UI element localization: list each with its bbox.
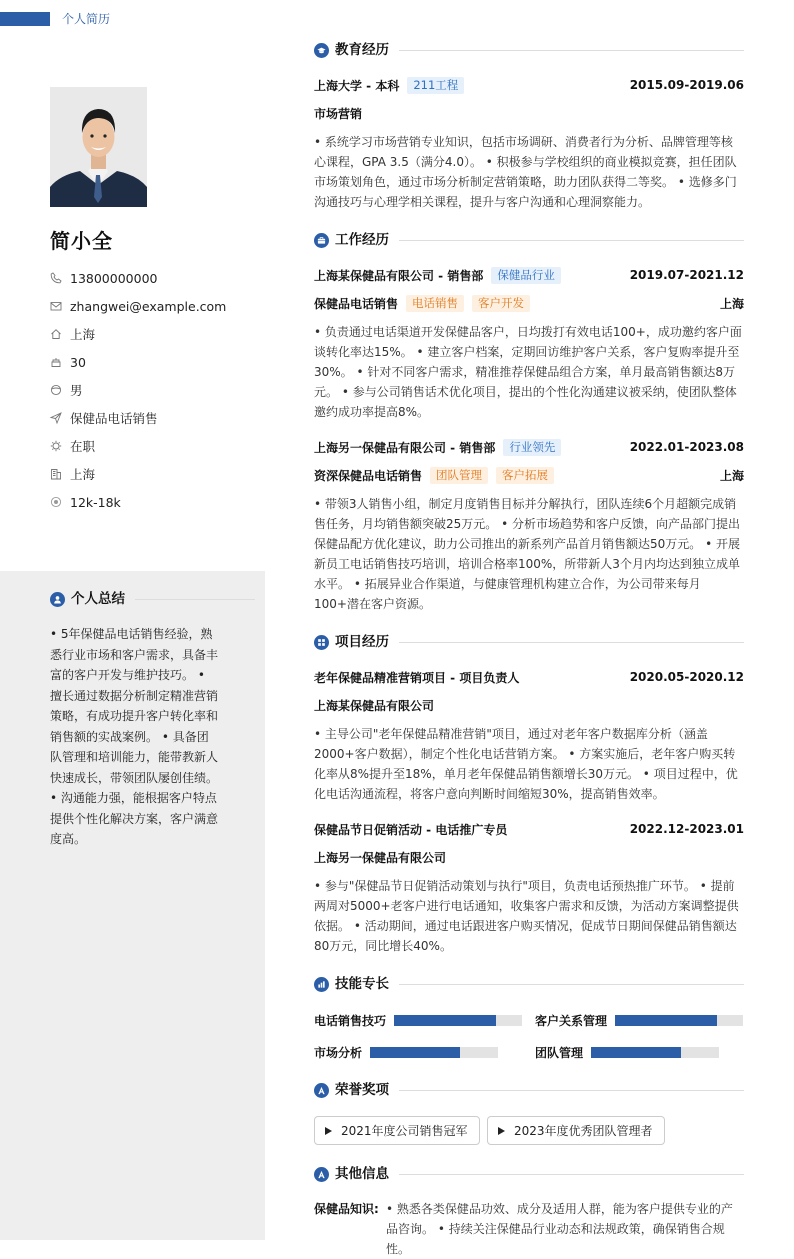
- section-divider: [399, 642, 744, 643]
- project-1-org: 上海某保健品有限公司: [314, 698, 435, 713]
- salary-text: 12k-18k: [70, 494, 121, 510]
- job-1-role-row: [314, 293, 744, 313]
- chart-icon: [314, 977, 329, 992]
- projects-title: 项目经历: [335, 634, 389, 650]
- skills-title: 技能专长: [335, 976, 389, 992]
- skill-name: 客户关系管理: [535, 1013, 608, 1028]
- job-1-role: 保健品电话销售: [314, 296, 399, 311]
- phone-text: 13800000000: [70, 270, 158, 286]
- projects-heading: [314, 632, 744, 652]
- skill-bar: [370, 1047, 498, 1058]
- skill-bar: [615, 1015, 743, 1026]
- other-title: 其他信息: [335, 1166, 389, 1182]
- gender-text: 男: [70, 383, 83, 398]
- job-2-city: 上海: [719, 468, 744, 483]
- section-divider: [399, 1090, 744, 1091]
- job-2-role: 资深保健品电话销售: [314, 468, 423, 483]
- email-text: zhangwei@example.com: [70, 298, 227, 314]
- project-2-org: 上海另一保健品有限公司: [314, 850, 447, 865]
- section-divider: [399, 1174, 744, 1175]
- age-icon: [50, 356, 62, 368]
- job-1-description: • 负责通过电话渠道开发保健品客户，日均拨打有效电话100+，成功邀约客户面谈转化率达15%。 • 建立客户档案，定期回访维护客户关系，客户复购率提升至30%。 • 针对不同客户需求，精准推荐保健品组合方案，单月最高销售额达8万元。 • 参与公司销售话术优化项目，提出的个性化沟通建议被采纳，使团队整体邀约成功率提高8%。: [314, 325, 742, 419]
- skill-bar-fill: [394, 1015, 496, 1026]
- other-text: • 熟悉各类保健品功效、成分及适用人群，能为客户提供专业的产品咨询。 • 持续关注保健品行业动态和法规政策，确保销售合规性。: [386, 1202, 733, 1256]
- job-2-industry-tag: 行业领先: [503, 439, 561, 456]
- info-salary: [50, 488, 260, 516]
- document-title: 个人简历: [62, 12, 111, 26]
- info-icon: [314, 1167, 329, 1182]
- project-1-date: 2020.05-2020.12: [629, 670, 744, 684]
- skill-bar-fill: [615, 1015, 717, 1026]
- education-description: • 系统学习市场营销专业知识，包括市场调研、消费者行为分析、品牌管理等核心课程，GPA 3.5（满分4.0）。 • 积极参与学校组织的商业模拟竞赛，担任团队市场策划角色，通过市场分析制定营销策略，助力团队获得二等奖。 • 选修多门沟通技巧与心理学相关课程，提升与客户沟通和心理洞察能力。: [314, 135, 737, 209]
- info-age: [50, 348, 260, 376]
- project-1-row: [314, 667, 744, 687]
- project-2-org-row: [314, 847, 744, 867]
- other-label: 保健品知识:: [314, 1202, 379, 1216]
- briefcase-icon: [314, 233, 329, 248]
- send-icon: [50, 412, 62, 424]
- person-name: 简小全: [50, 229, 113, 253]
- award-text: 2023年度优秀团队管理者: [514, 1124, 653, 1138]
- info-email: [50, 292, 260, 320]
- info-phone: [50, 264, 260, 292]
- award-icon: [314, 1083, 329, 1098]
- info-target-job: [50, 404, 260, 432]
- home-icon: [50, 328, 62, 340]
- education-row: [314, 75, 744, 95]
- education-major-row: [314, 103, 744, 123]
- info-target-city: [50, 460, 260, 488]
- education-date: 2015.09-2019.06: [629, 78, 744, 92]
- info-status: [50, 432, 260, 460]
- awards-heading: [314, 1080, 744, 1100]
- info-gender: [50, 376, 260, 404]
- skill-item: [535, 1012, 743, 1028]
- skill-item: [535, 1044, 719, 1060]
- education-tag: 211工程: [407, 77, 464, 94]
- project-2-name: 保健品节日促销活动 - 电话推广专员: [314, 822, 508, 837]
- project-1-description: • 主导公司"老年保健品精准营销"项目，通过对老年客户数据库分析（涵盖2000+客户数据），制定个性化电话营销方案。 • 方案实施后，老年客户购买转化率从8%提升至18%，单月老年保健品销售额增长30万元。 • 项目过程中，优化电话沟通流程，将客户意向判断时间缩短30%，提高销售效率。: [314, 727, 738, 801]
- job-2-company: 上海另一保健品有限公司 - 销售部: [314, 440, 496, 455]
- project-2-description: • 参与"保健品节日促销活动策划与执行"项目，负责电话预热推广环节。 • 提前两周对5000+老客户进行电话通知，收集客户需求和反馈，为活动方案调整提供依据。 • 活动期间，通过电话跟进客户购买情况，促成节日期间保健品销售额达80万元，同比增长40%。: [314, 879, 739, 953]
- skill-name: 市场分析: [314, 1045, 363, 1060]
- education-major: 市场营销: [314, 106, 363, 121]
- project-2-row: [314, 819, 744, 839]
- skill-name: 团队管理: [535, 1045, 584, 1060]
- gender-icon: [50, 384, 62, 396]
- profile-photo: [50, 87, 147, 207]
- left-column: [0, 0, 265, 1240]
- section-divider: [399, 50, 744, 51]
- summary-text: • 5年保健品电话销售经验，熟悉行业市场和客户需求，具备丰富的客户开发与维护技巧。 • 擅长通过数据分析制定精准营销策略，有成功提升客户转化率和销售额的实战案例。 • 具备团队管理和培训能力，能带教新人快速成长，带领团队屡创佳绩。 • 沟通能力强，能根据客户特点提供个性化解决方案，客户满意度高。: [50, 627, 219, 846]
- skill-item: [314, 1012, 522, 1028]
- section-divider: [135, 599, 255, 600]
- info-residence: [50, 320, 260, 348]
- graduation-cap-icon: [314, 43, 329, 58]
- play-icon: [325, 1127, 332, 1135]
- status-text: 在职: [70, 439, 96, 454]
- salary-icon: [50, 496, 62, 508]
- residence-text: 上海: [70, 327, 96, 342]
- building-icon: [50, 468, 62, 480]
- work-heading: [314, 230, 744, 250]
- job-1-skill-tag: 客户开发: [472, 295, 530, 312]
- job-2-date: 2022.01-2023.08: [629, 440, 744, 454]
- work-title: 工作经历: [335, 232, 389, 248]
- skill-name: 电话销售技巧: [314, 1013, 387, 1028]
- other-heading: [314, 1164, 744, 1184]
- job-2-role-row: [314, 465, 744, 485]
- skill-bar-fill: [370, 1047, 460, 1058]
- job-2-skill-tag: 团队管理: [430, 467, 488, 484]
- summary-heading: [50, 589, 255, 609]
- skill-bar-fill: [591, 1047, 681, 1058]
- phone-icon: [50, 272, 62, 284]
- job-1-skill-tag: 电话销售: [406, 295, 464, 312]
- skill-item: [314, 1044, 498, 1060]
- job-1-industry-tag: 保健品行业: [491, 267, 561, 284]
- section-divider: [399, 240, 744, 241]
- target-job-text: 保健品电话销售: [70, 411, 158, 426]
- age-text: 30: [70, 354, 86, 370]
- project-1-name: 老年保健品精准营销项目 - 项目负责人: [314, 670, 520, 685]
- education-school: 上海大学 - 本科: [314, 78, 400, 93]
- target-city-text: 上海: [70, 467, 96, 482]
- job-1-company: 上海某保健品有限公司 - 销售部: [314, 268, 484, 283]
- education-title: 教育经历: [335, 42, 389, 58]
- job-1-row: [314, 265, 744, 285]
- mail-icon: [50, 300, 62, 312]
- play-icon: [498, 1127, 505, 1135]
- project-1-org-row: [314, 695, 744, 715]
- status-icon: [50, 440, 62, 452]
- other-info-row: [314, 1199, 744, 1259]
- contact-info-list: [50, 264, 260, 516]
- section-divider: [399, 984, 744, 985]
- summary-title: 个人总结: [71, 591, 125, 607]
- user-icon: [50, 592, 65, 607]
- job-2-row: [314, 437, 744, 457]
- job-2-skill-tag: 客户拓展: [496, 467, 554, 484]
- award-text: 2021年度公司销售冠军: [341, 1124, 468, 1138]
- job-1-date: 2019.07-2021.12: [629, 268, 744, 282]
- education-heading: [314, 40, 744, 60]
- grid-icon: [314, 635, 329, 650]
- job-1-city: 上海: [719, 296, 744, 311]
- award-item: [314, 1116, 480, 1145]
- project-2-date: 2022.12-2023.01: [629, 822, 744, 836]
- awards-title: 荣誉奖项: [335, 1082, 389, 1098]
- skill-bar: [591, 1047, 719, 1058]
- job-2-description: • 带领3人销售小组，制定月度销售目标并分解执行，团队连续6个月超额完成销售任务，月均销售额突破25万元。 • 分析市场趋势和客户反馈，向产品部门提出保健品配方优化建议，助力公司推出的新系列产品首月销售额达50万元。 • 开展新员工电话销售技巧培训，培训合格率100%，所带新人3个月内均达到独立成单水平。 • 拓展异业合作渠道，与健康管理机构建立合作，为公司带来每月100+潜在客户资源。: [314, 497, 740, 611]
- skill-bar: [394, 1015, 522, 1026]
- skills-heading: [314, 974, 744, 994]
- award-item: [487, 1116, 665, 1145]
